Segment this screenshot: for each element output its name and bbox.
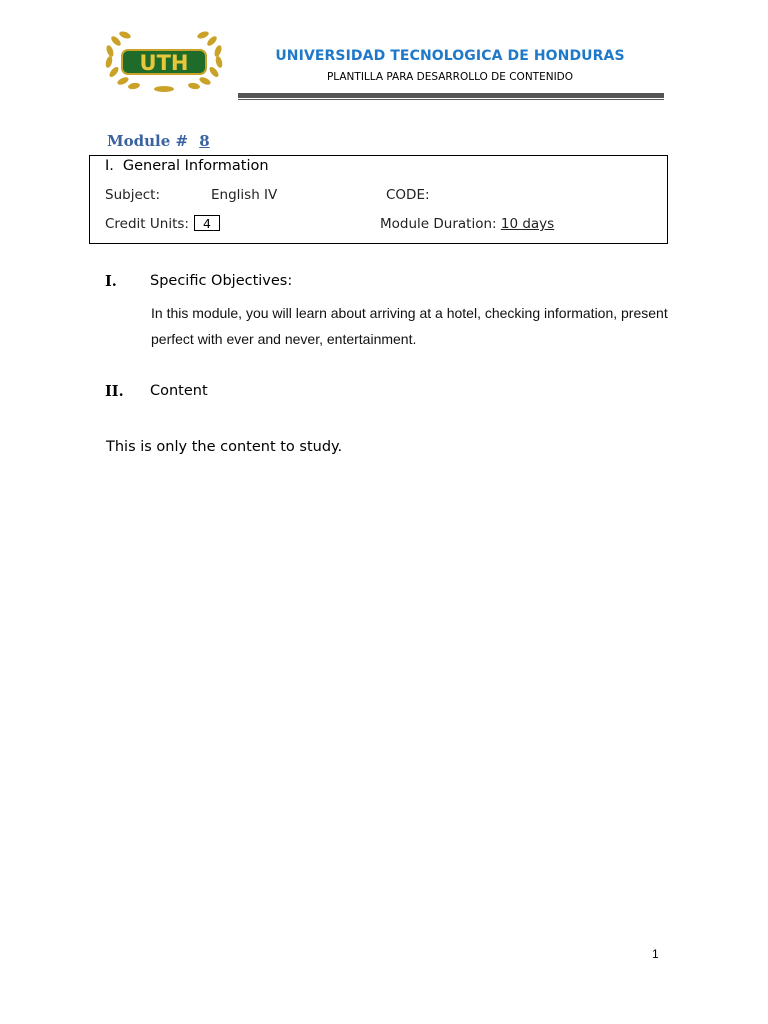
objectives-section-number: I.: [105, 273, 117, 290]
subject-value: English IV: [211, 187, 278, 203]
module-duration: [380, 216, 554, 232]
general-info-heading: [105, 158, 269, 174]
code-label: CODE:: [386, 187, 430, 203]
template-subtitle: PLANTILLA PARA DESARROLLO DE CONTENIDO: [326, 71, 574, 83]
content-note: This is only the content to study.: [106, 439, 343, 455]
university-name: UNIVERSIDAD TECNOLOGICA DE HONDURAS: [275, 48, 625, 64]
university-logo: [100, 28, 228, 94]
general-info-section-number: I.: [105, 158, 114, 174]
credit-units-value: 4: [194, 215, 220, 231]
content-title: Content: [150, 383, 208, 399]
module-title: [107, 132, 216, 150]
page-number: 1: [652, 947, 659, 961]
module-duration-label: Module Duration:: [380, 216, 497, 232]
content-section-number: II.: [105, 383, 124, 400]
header-rule-thick: [238, 93, 664, 98]
objectives-text: In this module, you will learn about arriving at a hotel, checking information, present perfect with ever and never, entertainment.: [151, 305, 668, 347]
credit-units-label: Credit Units:: [105, 216, 189, 232]
general-info-title: General Information: [122, 158, 269, 174]
svg-text:UTH: UTH: [139, 51, 189, 75]
general-info-box: [89, 155, 668, 244]
subject-label: Subject:: [105, 187, 161, 203]
objectives-title: Specific Objectives:: [150, 273, 293, 289]
laurel-wreath-logo-graphic: [100, 28, 228, 94]
header-rule-thin: [238, 99, 664, 100]
module-duration-value: 10 days: [500, 216, 555, 232]
module-label: Module #: [107, 132, 189, 150]
module-number: 8: [199, 132, 210, 150]
